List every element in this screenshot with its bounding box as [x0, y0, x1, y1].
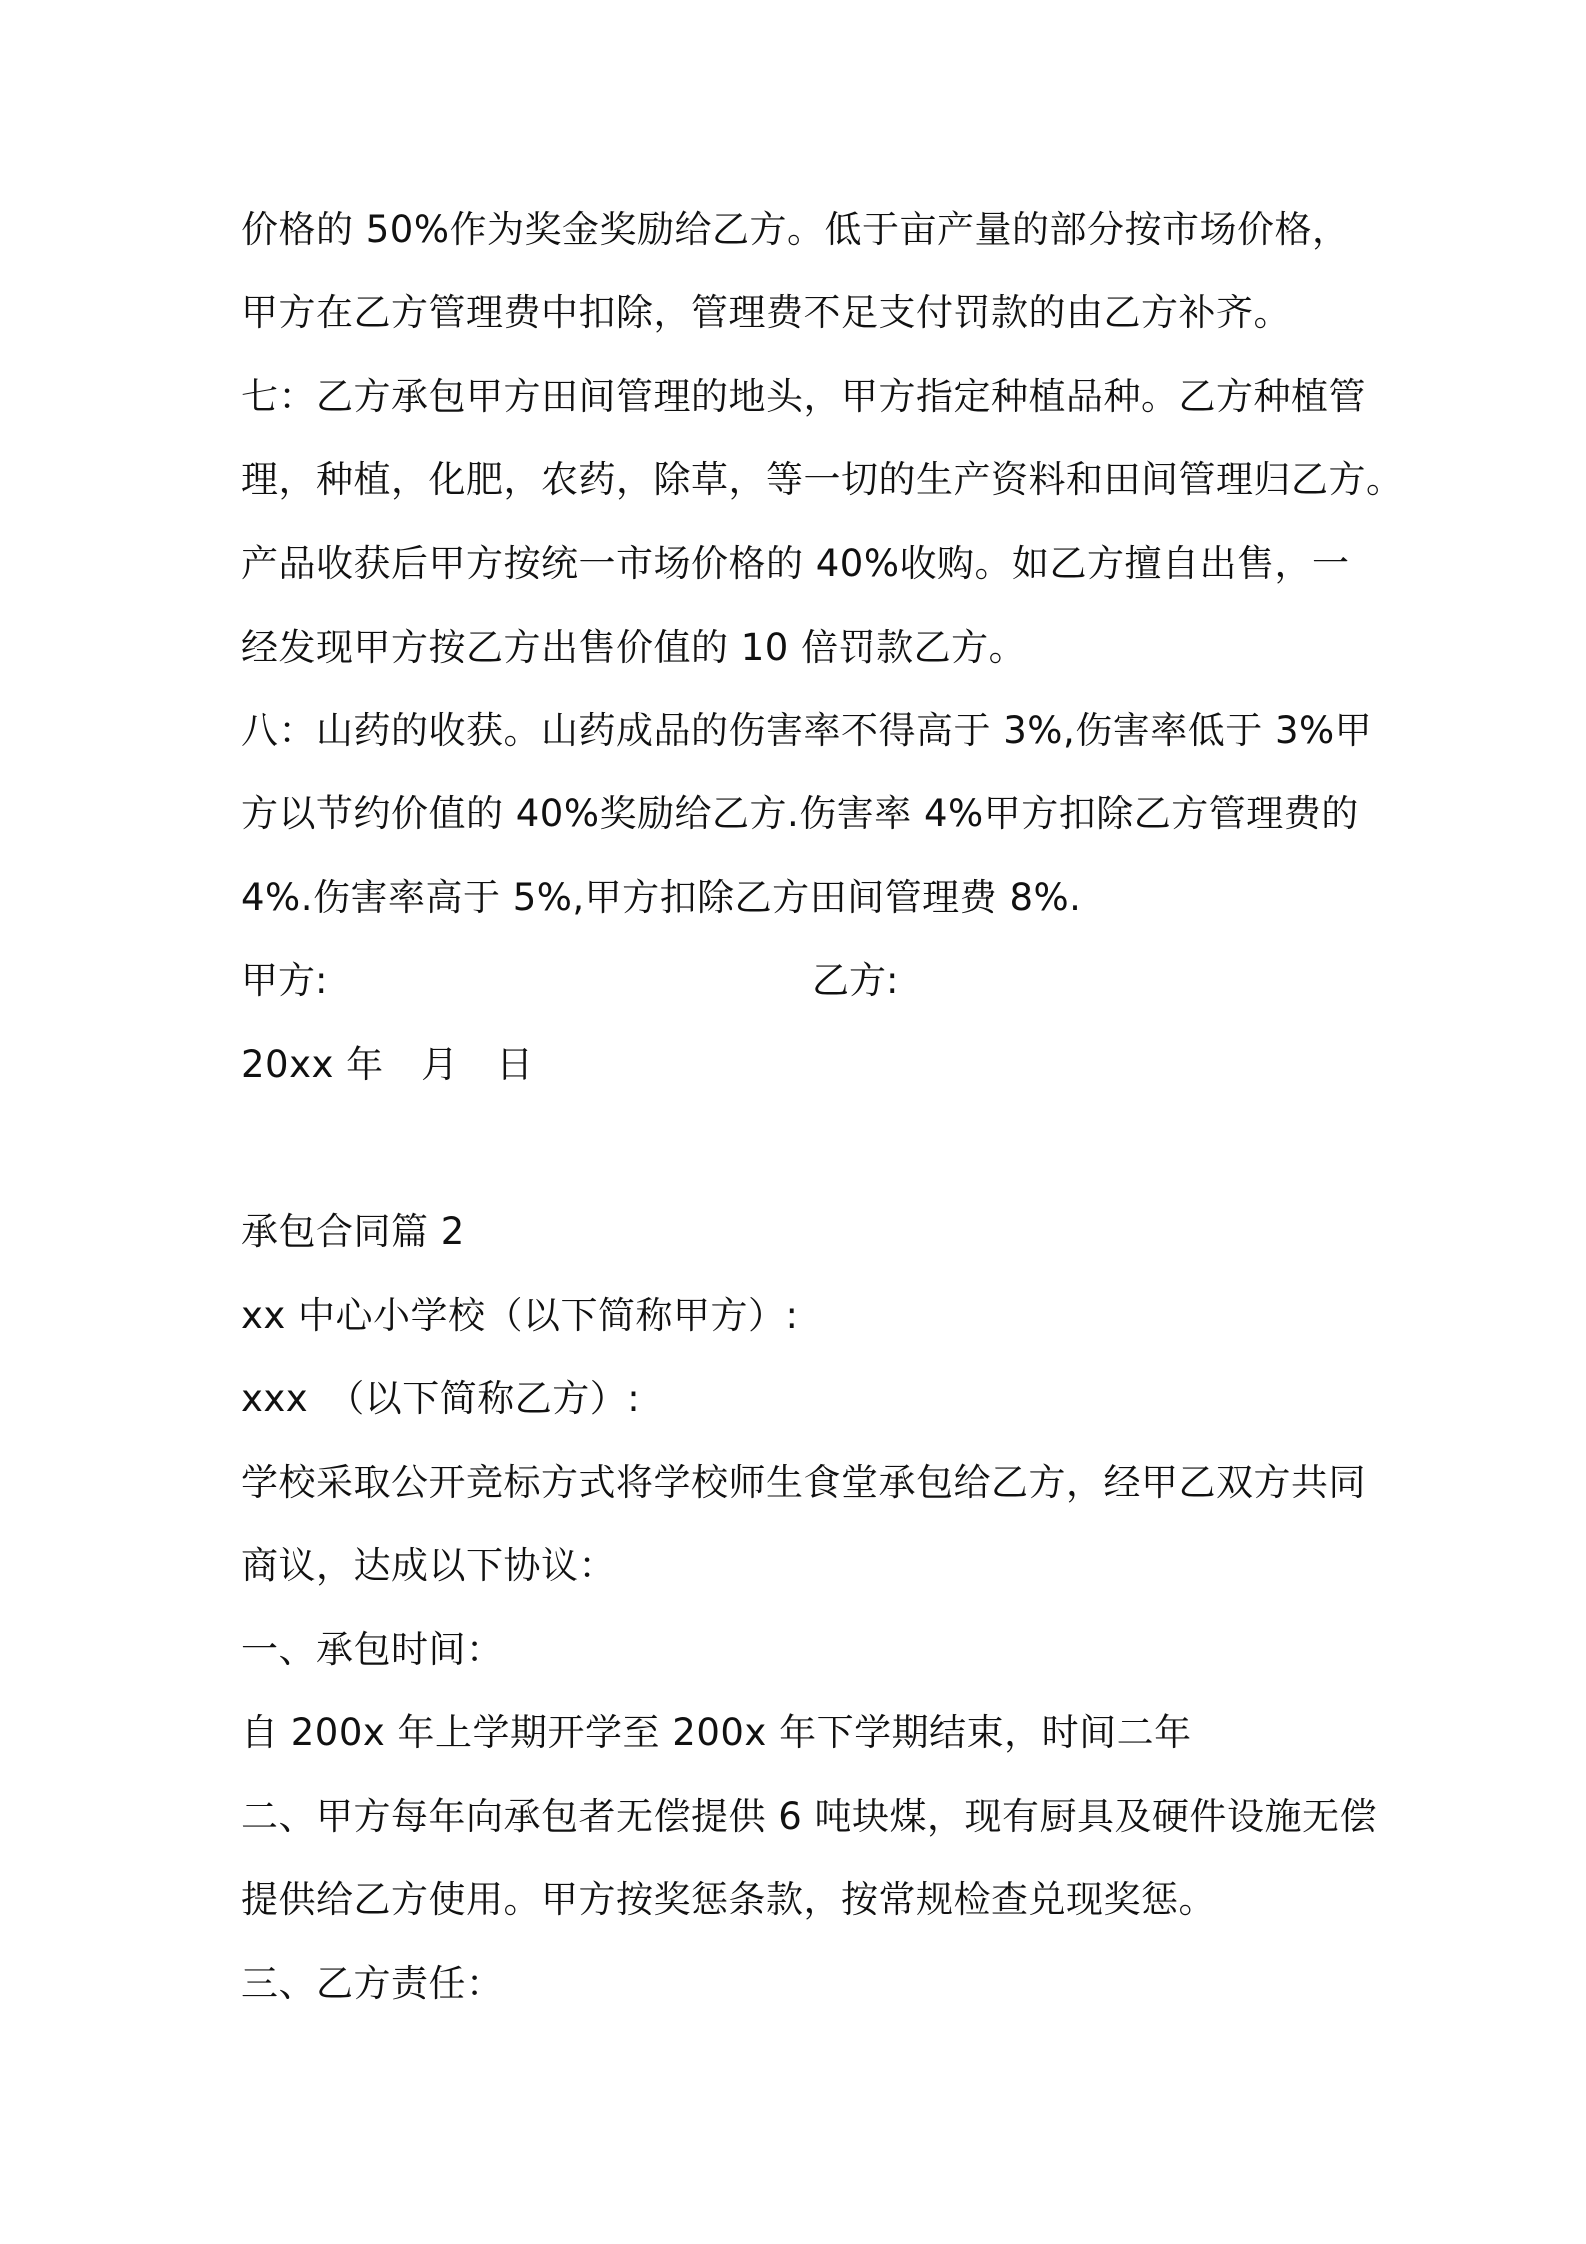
clause-7-line: 产品收获后甲方按统一市场价格的 40%收购。如乙方擅自出售，一 — [241, 542, 1350, 585]
section-title: 承包合同篇 2 — [241, 1210, 465, 1253]
paragraph-line: 商议，达成以下协议： — [241, 1544, 616, 1587]
clause-8-line: 方以节约价值的 40%奖励给乙方.伤害率 4%甲方扣除乙方管理费的 — [241, 792, 1359, 835]
clause-7-line: 七：乙方承包甲方田间管理的地头，甲方指定种植品种。乙方种植管 — [241, 375, 1366, 418]
paragraph-line: 学校采取公开竞标方式将学校师生食堂承包给乙方，经甲乙双方共同 — [241, 1461, 1366, 1504]
date-line: 20xx 年 月 日 — [241, 1043, 534, 1086]
paragraph-line: 甲方在乙方管理费中扣除，管理费不足支付罚款的由乙方补齐。 — [241, 291, 1291, 334]
clause-8-line: 4%.伤害率高于 5%,甲方扣除乙方田间管理费 8%. — [241, 876, 1082, 919]
party-a-signature-label: 甲方: — [241, 959, 328, 1002]
party-b-line: xxx （以下简称乙方）: — [241, 1377, 641, 1420]
paragraph-line: 提供给乙方使用。甲方按奖惩条款，按常规检查兑现奖惩。 — [241, 1878, 1216, 1921]
paragraph-line: 自 200x 年上学期开学至 200x 年下学期结束，时间二年 — [241, 1711, 1192, 1754]
paragraph-line: 价格的 50%作为奖金奖励给乙方。低于亩产量的部分按市场价格， — [241, 208, 1350, 251]
clause-7-line: 经发现甲方按乙方出售价值的 10 倍罚款乙方。 — [241, 626, 1027, 669]
heading-line: 一、承包时间： — [241, 1628, 504, 1671]
party-b-signature-label: 乙方: — [812, 959, 899, 1002]
party-a-line: xx 中心小学校（以下简称甲方）: — [241, 1294, 799, 1337]
heading-line: 三、乙方责任： — [241, 1962, 504, 2005]
clause-8-line: 八：山药的收获。山药成品的伤害率不得高于 3%,伤害率低于 3%甲 — [241, 709, 1373, 752]
paragraph-line: 二、甲方每年向承包者无偿提供 6 吨块煤，现有厨具及硬件设施无偿 — [241, 1795, 1378, 1838]
clause-7-line: 理，种植，化肥，农药，除草，等一切的生产资料和田间管理归乙方。 — [241, 458, 1404, 501]
